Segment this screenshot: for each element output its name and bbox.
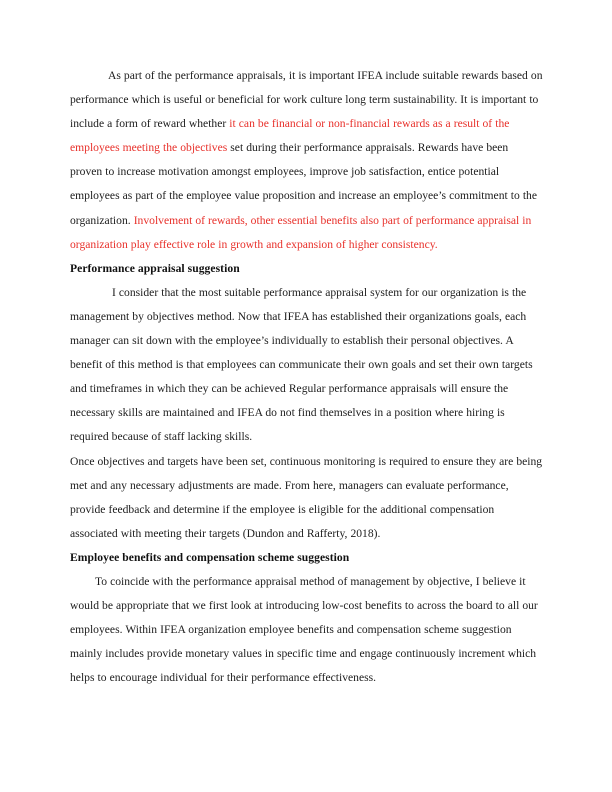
paragraph-rewards-intro [70, 64, 543, 257]
paragraph-1-highlighted-segment-1: it can be financial or non-financial rewards as a result of the employees meeting the objectives [70, 117, 510, 155]
paragraph-continuous-monitoring: Once objectives and targets have been set, continuous monitoring is required to ensure they are being met and any necessary adjustments are made. From here, managers can evaluate performance, provide feedback and determine if the employee is eligible for the additional compensation associated with meeting their targets (Dundon and Rafferty, 2018). [70, 454, 543, 540]
paragraph-low-cost-benefits: To coincide with the performance appraisal method of management by objective, I believe it would be appropriate that we first look at introducing low-cost benefits to across the board to all our employees. Within IFEA organization employee benefits and compensation scheme suggestion mainly includes provide monetary values in specific time and engage continuously increment which helps to encourage individual for their performance effectiveness. [70, 574, 538, 685]
heading-performance-appraisal-suggestion: Performance appraisal suggestion [70, 261, 240, 275]
paragraph-1-highlighted-segment-2: Involvement of rewards, other essential benefits also part of performance appraisal in organization play effective role in growth and expansion of higher consistency. [70, 213, 532, 251]
heading-employee-benefits-compensation-scheme: Employee benefits and compensation scheme suggestion [70, 550, 350, 564]
paragraph-1-black-segment-2: set during their performance appraisals. Rewards have been proven to increase motivation amongst employees, improve job satisfaction, entice potential employees as part of the employee value proposition and increase an employee’s commitment to the organization. [70, 141, 537, 227]
paragraph-management-by-objectives: I consider that the most suitable performance appraisal system for our organization is the management by objectives method. Now that IFEA has established their organizations goals, each manager can sit down with the employee’s individually to establish their personal objectives. A benefit of this method is that employees can communicate their own goals and set their own targets and timeframes in which they can be achieved Regular performance appraisals will ensure the necessary skills are maintained and IFEA do not find themselves in a position where hiring is required because of staff lacking skills. [70, 285, 533, 444]
document-body [70, 64, 543, 690]
paragraph-1-black-segment-1: As part of the performance appraisals, it is important IFEA include suitable rewards based on performance which is useful or beneficial for work culture long term sustainability. It is important to include a form of reward whether [70, 69, 543, 131]
